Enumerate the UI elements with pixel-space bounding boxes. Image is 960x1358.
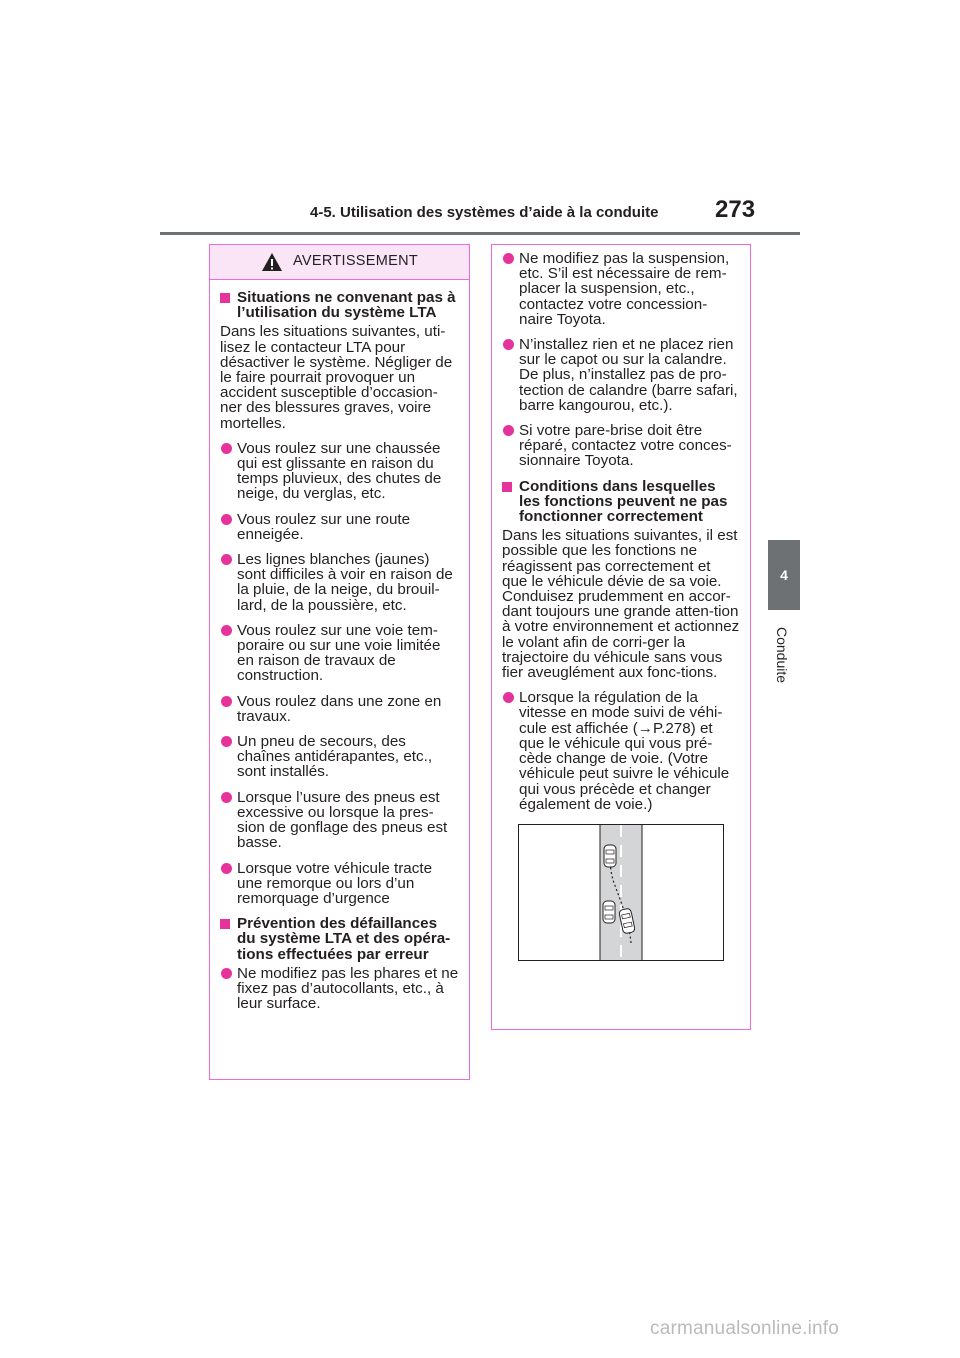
list-item: Vous roulez sur une chaussée qui est glissante en raison du temps pluvieux, des chutes de neige, du verglas, etc.: [220, 441, 459, 502]
section-intro: Dans les situations suivantes, il est possible que les fonctions ne réagissent pas correctement et que le véhicule dévie de sa voie. Conduisez prudemment en accor-dant toujours une grande atten-tion à votre environnement et actionnez le volant afin de corri-ger la trajectoire du véhicule sans vous fier aveuglément aux fonc-tions.: [502, 527, 740, 682]
list-item: Un pneu de secours, des chaînes antidérapantes, etc., sont installés.: [220, 734, 459, 780]
header-rule: [160, 232, 800, 235]
list-item: Vous roulez sur une voie tem-poraire ou sur une voie limitée en raison de travaux de construction.: [220, 623, 459, 684]
list-item: Ne modifiez pas les phares et ne fixez pas d’autocollants, etc., à leur surface.: [220, 966, 459, 1012]
chapter-label-text: Conduite: [774, 626, 790, 684]
car-side-icon: [603, 901, 615, 923]
warning-box-right: [491, 244, 751, 1030]
warning-title: AVERTISSEMENT: [292, 253, 419, 270]
section-heading: Conditions dans lesquelles les fonctions peuvent ne pas fonctionner correctement: [502, 479, 740, 525]
section-title: 4-5. Utilisation des systèmes d’aide à la conduite: [310, 204, 659, 221]
car-ahead-icon: [604, 845, 616, 867]
chapter-tab-label: [762, 620, 802, 690]
list-item: Les lignes blanches (jaunes) sont difficiles à voir en raison de la pluie, de la neige, du brouil-lard, de la poussière, etc.: [220, 552, 459, 613]
warning-triangle-icon: [261, 252, 283, 272]
list-item: Vous roulez dans une zone en travaux.: [220, 694, 459, 724]
list-item: Ne modifiez pas la suspension, etc. S’il est nécessaire de rem-placer la suspension, etc., contactez votre concession-naire Toyota.: [502, 251, 740, 327]
list-item: Lorsque la régulation de la vitesse en mode suivi de véhi-cule est affichée (→P.278) et que le véhicule qui vous pré-cède change de voie. (Votre véhicule peut suivre le véhicule qui vous précède et changer également de voie.): [502, 690, 740, 812]
warning-header: [210, 245, 469, 280]
list-item: Vous roulez sur une route enneigée.: [220, 512, 459, 542]
road-diagram: [519, 825, 723, 960]
section-intro: Dans les situations suivantes, uti-lisez le contacteur LTA pour désactiver le système. Négliger de le faire pourrait provoquer un accident susceptible d’occasion-ner des blessures graves, voire mortelles.: [220, 323, 453, 432]
page-number: 273: [715, 196, 756, 223]
list-item: Lorsque l’usure des pneus est excessive ou lorsque la pres-sion de gonflage des pneus est basse.: [220, 790, 459, 851]
list-item: Si votre pare-brise doit être réparé, contactez votre conces-sionnaire Toyota.: [502, 423, 740, 469]
section-heading: Situations ne convenant pas à l’utilisation du système LTA: [220, 290, 459, 320]
list-item: N’installez rien et ne placez rien sur le capot ou sur la calandre. De plus, n’installez pas de pro-tection de calandre (barre safari, barre kangourou, etc.).: [502, 337, 740, 413]
chapter-tab-number: 4: [768, 540, 800, 610]
section-heading: Prévention des défaillances du système LTA et des opéra-tions effectuées par erreur: [220, 916, 459, 962]
list-item: Lorsque votre véhicule tracte une remorque ou lors d’un remorquage d’urgence: [220, 861, 459, 907]
lane-change-illustration: [518, 824, 724, 961]
warning-box-left: [209, 244, 470, 1080]
watermark: carmanualsonline.info: [650, 1318, 840, 1339]
